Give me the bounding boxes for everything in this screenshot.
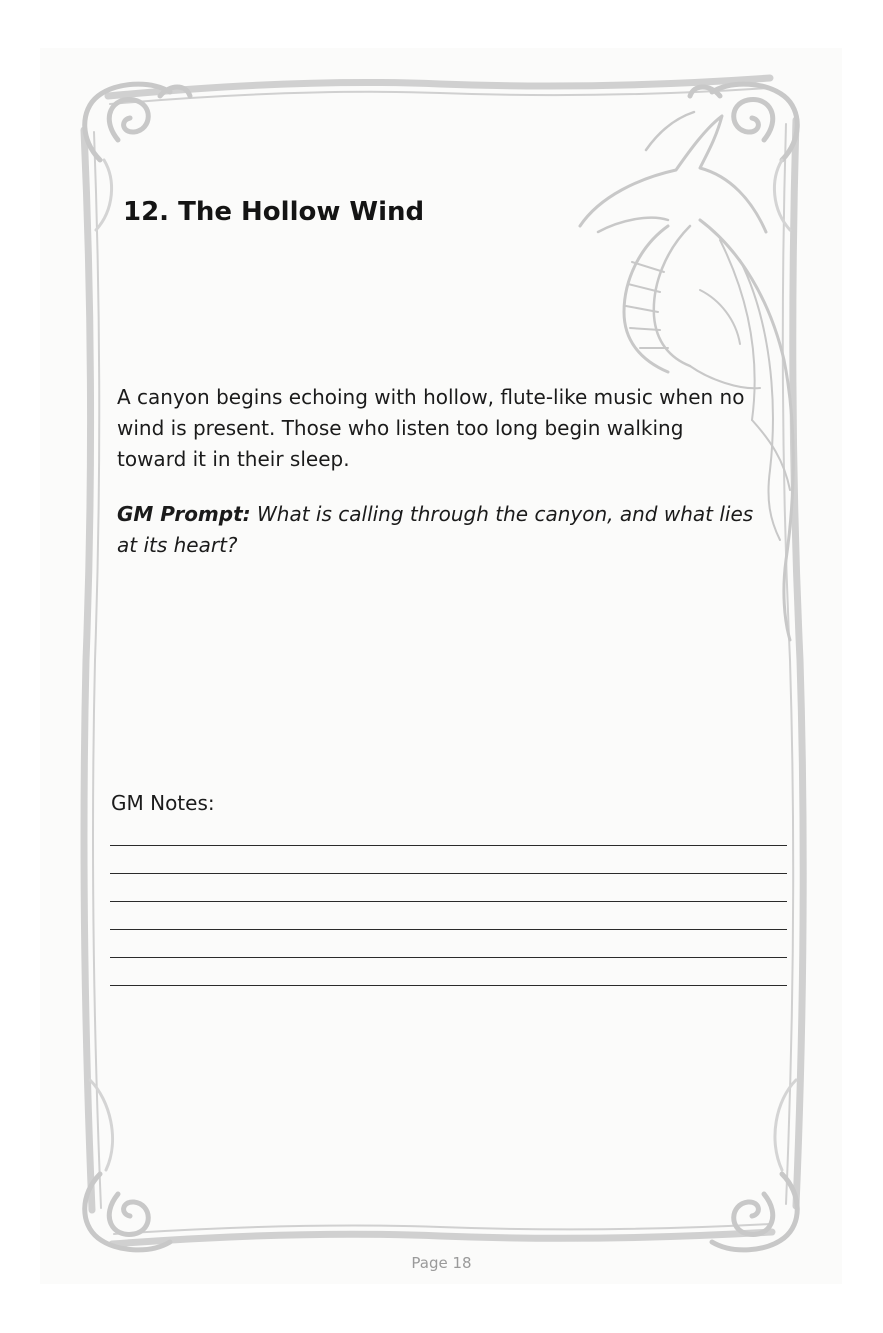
page-number: Page 18	[411, 1254, 472, 1272]
page-title: 12. The Hollow Wind	[123, 197, 425, 227]
notes-line-3[interactable]	[110, 901, 787, 902]
gm-prompt-label: GM Prompt:	[117, 502, 251, 526]
notes-line-6[interactable]	[110, 985, 787, 986]
gm-prompt	[117, 499, 757, 561]
gm-prompt-text: What is calling through the canyon, and what lies at its heart?	[117, 502, 754, 557]
notes-line-4[interactable]	[110, 929, 787, 930]
notes-line-1[interactable]	[110, 845, 787, 846]
scenario-description: A canyon begins echoing with hollow, flute-like music when no wind is present. Those who listen too long begin walking toward it in their sleep.	[117, 385, 745, 471]
gm-notes-label: GM Notes:	[111, 791, 215, 815]
notes-line-5[interactable]	[110, 957, 787, 958]
notes-line-2[interactable]	[110, 873, 787, 874]
